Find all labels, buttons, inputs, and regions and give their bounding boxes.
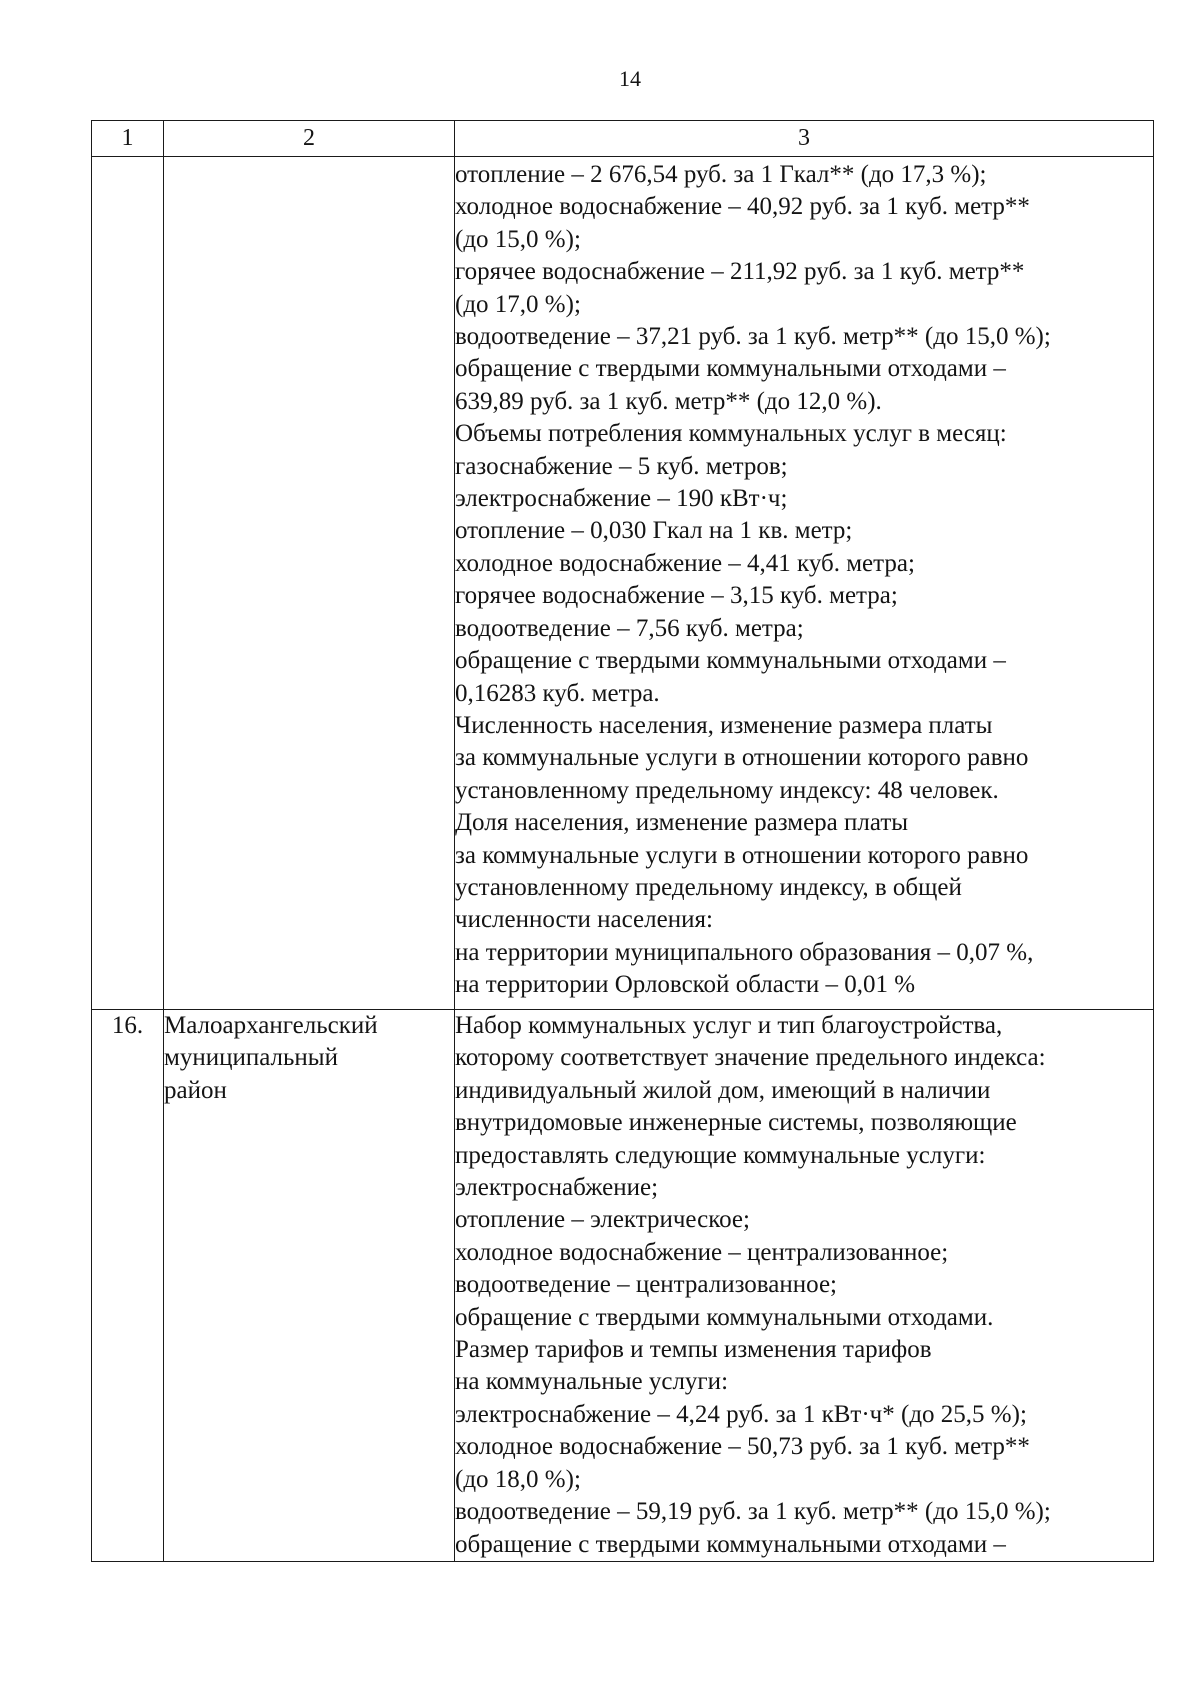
text-line: Размер тарифов и темпы изменения тарифов — [455, 1336, 932, 1364]
text-line: установленному предельному индексу: 48 человек. — [455, 776, 999, 804]
text-line: индивидуальный жилой дом, имеющий в наличии — [455, 1076, 991, 1104]
row-number-cell: 16. — [92, 1010, 164, 1562]
row-number-cell — [92, 157, 164, 1010]
tariff-table — [91, 120, 1154, 1562]
text-line: на территории муниципального образования – 0,07 %, — [455, 938, 1034, 966]
text-line: отопление – электрическое; — [455, 1206, 750, 1234]
text-line: водоотведение – централизованное; — [455, 1271, 837, 1299]
text-line: Доля населения, изменение размера платы — [455, 809, 909, 837]
text-line: горячее водоснабжение – 211,92 руб. за 1 куб. метр** — [455, 258, 1025, 286]
text-line: электроснабжение – 4,24 руб. за 1 кВт·ч* (до 25,5 %); — [455, 1400, 1027, 1428]
text-line: на коммунальные услуги: — [455, 1368, 729, 1396]
text-line: Набор коммунальных услуг и тип благоустройства, — [455, 1012, 1003, 1039]
table-row-16 — [92, 1010, 1154, 1562]
text-line: холодное водоснабжение – 40,92 руб. за 1 куб. метр** — [455, 193, 1030, 221]
text-line: водоотведение – 59,19 руб. за 1 куб. метр** (до 15,0 %); — [455, 1498, 1051, 1526]
text-line: внутридомовые инженерные системы, позволяющие — [455, 1109, 1017, 1137]
text-line: предоставлять следующие коммунальные услуги: — [455, 1141, 986, 1169]
row-name-cell — [164, 157, 455, 1010]
column-header-2: 2 — [164, 121, 455, 157]
row-description-cell — [455, 1010, 1154, 1562]
column-header-1: 1 — [92, 121, 164, 157]
row-description-cell — [455, 157, 1154, 1010]
district-name-line: Малоархангельский — [164, 1012, 378, 1039]
text-line: численности населения: — [455, 906, 713, 934]
text-line: за коммунальные услуги в отношении которого равно — [455, 744, 1029, 772]
table-header-row — [92, 121, 1154, 157]
text-line: электроснабжение; — [455, 1174, 659, 1202]
text-line: обращение с твердыми коммунальными отходами – — [455, 355, 1006, 383]
text-line: 639,89 руб. за 1 куб. метр** (до 12,0 %). — [455, 387, 882, 415]
row-name-cell — [164, 1010, 455, 1562]
text-line: 0,16283 куб. метра. — [455, 679, 660, 707]
text-line: горячее водоснабжение – 3,15 куб. метра; — [455, 582, 898, 610]
text-line: холодное водоснабжение – 4,41 куб. метра; — [455, 549, 915, 577]
text-line: (до 18,0 %); — [455, 1465, 581, 1493]
text-line: водоотведение – 37,21 руб. за 1 куб. метр** (до 15,0 %); — [455, 323, 1051, 351]
text-line: холодное водоснабжение – централизованное; — [455, 1238, 949, 1266]
text-line: электроснабжение – 190 кВт·ч; — [455, 485, 788, 513]
text-line: обращение с твердыми коммунальными отходами – — [455, 647, 1006, 675]
text-line: за коммунальные услуги в отношении которого равно — [455, 841, 1029, 869]
text-line: отопление – 2 676,54 руб. за 1 Гкал** (до 17,3 %); — [455, 161, 987, 188]
text-line: обращение с твердыми коммунальными отходами – — [455, 1530, 1006, 1558]
table-row-continued — [92, 157, 1154, 1010]
text-line: установленному предельному индексу, в общей — [455, 873, 962, 901]
text-line: Объемы потребления коммунальных услуг в месяц: — [455, 420, 1007, 448]
text-line: Численность населения, изменение размера платы — [455, 711, 993, 739]
text-line: (до 17,0 %); — [455, 290, 581, 318]
text-line: газоснабжение – 5 куб. метров; — [455, 452, 788, 480]
text-line: водоотведение – 7,56 куб. метра; — [455, 614, 804, 642]
text-line: обращение с твердыми коммунальными отходами. — [455, 1303, 994, 1331]
text-line: на территории Орловской области – 0,01 % — [455, 971, 916, 999]
page-number: 14 — [619, 66, 641, 91]
text-line: холодное водоснабжение – 50,73 руб. за 1 куб. метр** — [455, 1433, 1030, 1461]
district-name-line: муниципальный — [164, 1044, 338, 1072]
text-line: которому соответствует значение предельного индекса: — [455, 1044, 1046, 1072]
text-line: (до 15,0 %); — [455, 225, 581, 253]
district-name-line: район — [164, 1076, 227, 1104]
column-header-3: 3 — [455, 121, 1154, 157]
text-line: отопление – 0,030 Гкал на 1 кв. метр; — [455, 517, 853, 545]
